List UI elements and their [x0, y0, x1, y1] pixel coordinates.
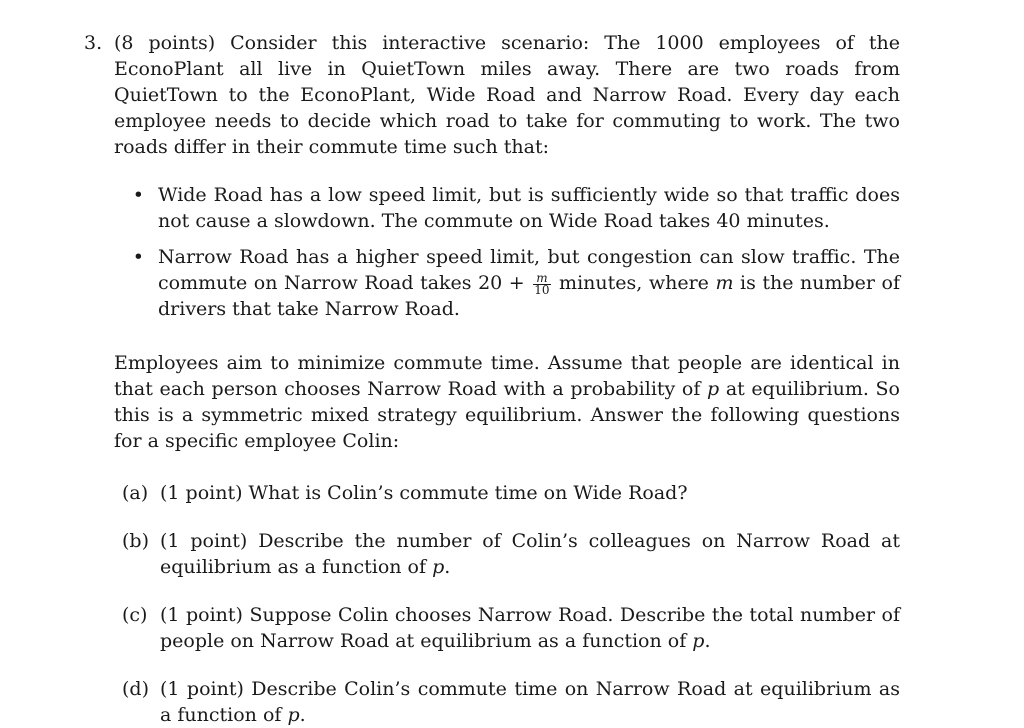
assumption-paragraph [114, 350, 900, 454]
fraction-numerator: m [533, 273, 550, 285]
assumption-text-b: at equilibrium. So this is a symmetric mixed strategy equilibrium. Answer the following questions for a specific employee Colin: [114, 378, 900, 452]
problem-body [114, 182, 900, 728]
subquestion-c-text: (1 point) Suppose Colin chooses Narrow Road. Describe the total number of people on Narrow Road at equilibrium as a function of [160, 604, 900, 652]
subquestion-d-text: (1 point) Describe Colin’s commute time on Narrow Road at equilibrium as a function of [160, 678, 900, 726]
narrow-road-text-b: minutes, where [552, 272, 716, 294]
assumption-text-a: Employees aim to minimize commute time. Assume that people are identical in that each person chooses Narrow Road with a probability of [114, 352, 900, 400]
subquestion-c-var: p [692, 630, 705, 652]
variable-p: p [707, 378, 720, 400]
list-item-narrow-road [114, 244, 900, 322]
subquestion-a-text: (1 point) What is Colin’s commute time on Wide Road? [160, 482, 688, 504]
subquestion-text [160, 480, 900, 506]
subquestion-text [160, 602, 900, 654]
subquestion-b-var: p [432, 556, 445, 578]
subquestion-label: (b) [122, 530, 149, 552]
bullet-icon: • [132, 184, 144, 206]
problem-intro: (8 points) Consider this interactive scenario: The 1000 employees of the EconoPlant all live in QuietTown miles away. There are two roads from QuietTown to the EconoPlant, Wide Road and Narrow Road. Every day each employee needs to decide which road to take for commuting to work. The two roads differ in their commute time such that: [114, 32, 900, 158]
subquestion-c-tail: . [704, 630, 711, 652]
subquestion-d-tail: . [299, 704, 306, 726]
subquestion-text [160, 676, 900, 728]
wide-road-text: Wide Road has a low speed limit, but is sufficiently wide so that traffic does not cause a slowdown. The commute on Wide Road takes 40 minutes. [158, 184, 900, 232]
problem-header [84, 30, 900, 160]
narrow-road-text [158, 244, 900, 322]
subquestion-label: (d) [122, 678, 149, 700]
subquestion-text [160, 528, 900, 580]
list-item-wide-road [114, 182, 900, 234]
subquestion-label: (a) [122, 482, 149, 504]
subquestion-d [114, 676, 900, 728]
subquestion-b-tail: . [444, 556, 451, 578]
variable-m: m [715, 272, 734, 294]
subquestion-list [114, 480, 900, 728]
road-list [114, 182, 900, 322]
subquestion-c [114, 602, 900, 654]
narrow-road-text-c: is the number of drivers that take Narrow Road. [158, 272, 900, 320]
subquestion-b-text: (1 point) Describe the number of Colin’s colleagues on Narrow Road at equilibrium as a function of [160, 530, 900, 578]
subquestion-b [114, 528, 900, 580]
bullet-icon: • [132, 246, 144, 268]
subquestion-label: (c) [122, 604, 148, 626]
fraction-m-over-10 [533, 270, 550, 297]
problem-number: 3. [84, 32, 103, 54]
subquestion-d-var: p [287, 704, 300, 726]
narrow-road-text-a: Narrow Road has a higher speed limit, but congestion can slow traffic. The commute on Narrow Road takes 20 + [158, 246, 900, 294]
fraction-denominator: 10 [534, 282, 550, 297]
problem-3 [84, 30, 900, 728]
subquestion-a [114, 480, 900, 506]
